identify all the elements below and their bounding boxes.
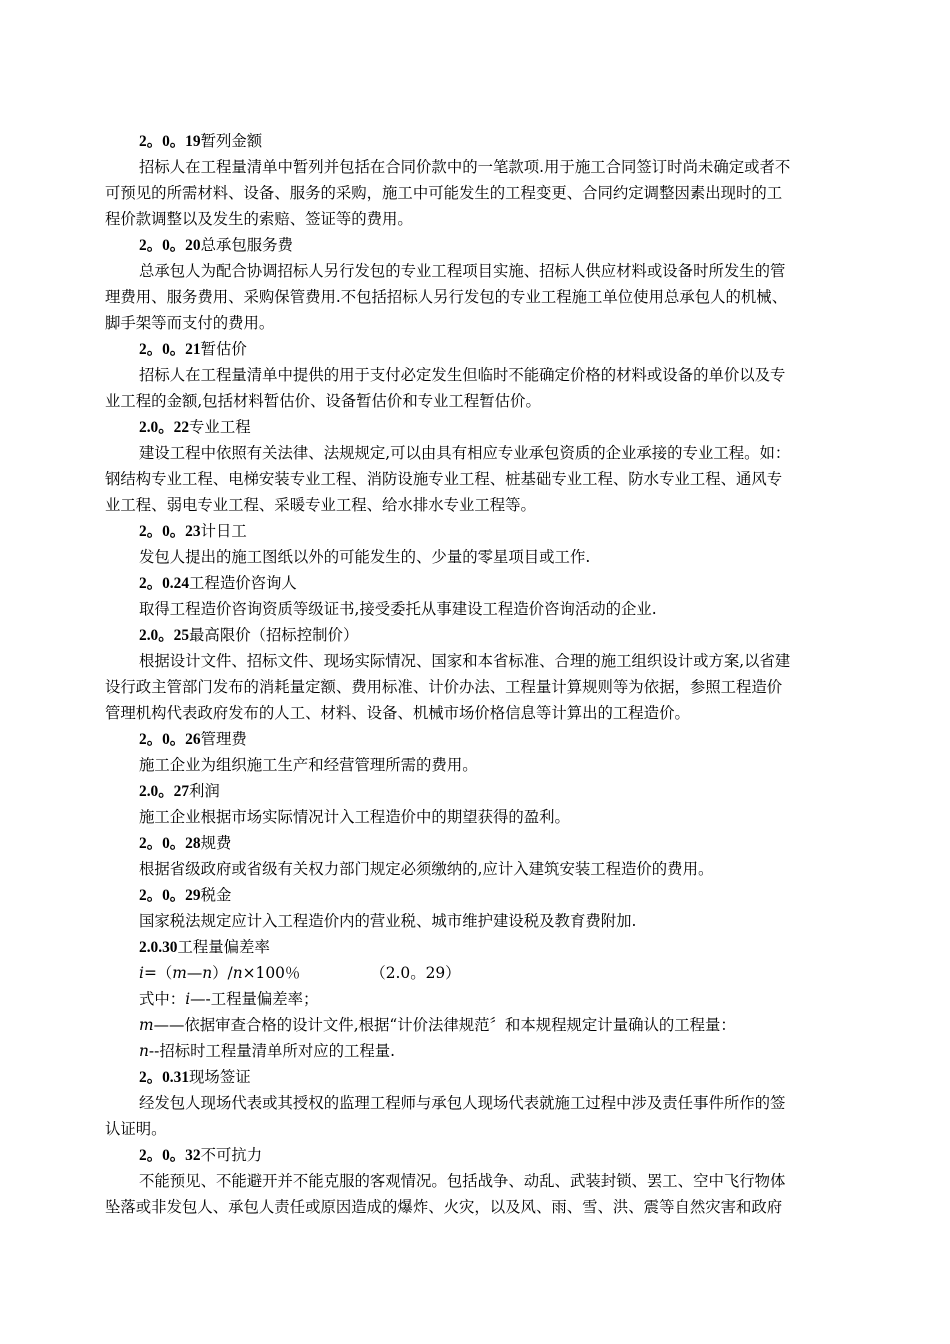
section-body	[105, 804, 847, 830]
section-body	[105, 154, 847, 232]
body-line: 管理机构代表政府发布的人工、材料、设备、机械市场价格信息等计算出的工程造价。	[105, 704, 690, 722]
section-heading: 2.0.30工程量偏差率	[139, 938, 270, 956]
section-body	[105, 544, 847, 570]
body-line: 钢结构专业工程、电梯安装专业工程、消防设施专业工程、桩基础专业工程、防水专业工程、通风专	[105, 470, 783, 488]
section-heading: 2.0。22专业工程	[139, 418, 251, 436]
body-line: 理费用、服务费用、采购保管费用.不包括招标人另行发包的专业工程施工单位使用总承包人的机械、	[105, 288, 788, 306]
body-line: 脚手架等而支付的费用。	[105, 314, 275, 332]
body-line: 设行政主管部门发布的消耗量定额、费用标准、计价办法、工程量计算规则等为依据，参照工程造价	[105, 678, 783, 696]
body-line: 业工程的金额,包括材料暂估价、设备暂估价和专业工程暂估价。	[105, 392, 541, 410]
section-heading: 2.0。27利润	[139, 782, 220, 800]
body-line: 认证明。	[105, 1120, 167, 1138]
section-heading: 2。0.24工程造价咨询人	[139, 574, 297, 592]
body-line: 总承包人为配合协调招标人另行发包的专业工程项目实施、招标人供应材料或设备时所发生的管	[139, 262, 786, 280]
body-line: 根据设计文件、招标文件、现场实际情况、国家和本省标准、合理的施工组织设计或方案,以省建	[139, 652, 791, 670]
section-heading: 2.0。25最高限价（招标控制价）	[139, 626, 359, 644]
body-line: 招标人在工程量清单中提供的用于支付必定发生但临时不能确定价格的材料或设备的单价以及专	[139, 366, 786, 384]
section-body	[105, 1090, 847, 1142]
body-line: 国家税法规定应计入工程造价内的营业税、城市维护建设税及教育费附加.	[139, 912, 637, 930]
where-line: 式中：i—-工程量偏差率；	[139, 990, 319, 1008]
body-line: 可预见的所需材料、设备、服务的采购，施工中可能发生的工程变更、合同约定调整因素出现时的工	[105, 184, 783, 202]
section-heading: 2。0。29税金	[139, 886, 232, 904]
section-body	[105, 648, 847, 726]
definition-n: n--招标时工程量清单所对应的工程量.	[139, 1042, 396, 1060]
body-line: 招标人在工程量清单中暂列并包括在合同价款中的一笔款项.用于施工合同签订时尚未确定或者不	[139, 158, 791, 176]
body-line: 发包人提出的施工图纸以外的可能发生的、少量的零星项目或工作.	[139, 548, 591, 566]
section-heading: 2。0。32不可抗力	[139, 1146, 263, 1164]
body-line: 业工程、弱电专业工程、采暖专业工程、给水排水专业工程等。	[105, 496, 536, 514]
body-line: 坠落或非发包人、承包人责任或原因造成的爆炸、火灾，以及风、雨、雪、洪、震等自然灾害和政府	[105, 1198, 783, 1216]
section-heading: 2。0.31现场签证	[139, 1068, 251, 1086]
equation-number: （2.0。29）	[370, 964, 461, 982]
body-line: 施工企业为组织施工生产和经营管理所需的费用。	[139, 756, 478, 774]
body-line: 程价款调整以及发生的索赔、签证等的费用。	[105, 210, 413, 228]
section-body	[105, 258, 847, 336]
section-body	[105, 440, 847, 518]
section-heading: 2。0。23计日工	[139, 522, 247, 540]
body-line: 不能预见、不能避开并不能克服的客观情况。包括战争、动乱、武装封锁、罢工、空中飞行物体	[139, 1172, 786, 1190]
section-heading: 2。0。21暂估价	[139, 340, 247, 358]
section-body	[105, 856, 847, 882]
section-heading: 2。0。20总承包服务费	[139, 236, 293, 254]
body-line: 根据省级政府或省级有关权力部门规定必须缴纳的,应计入建筑安装工程造价的费用。	[139, 860, 714, 878]
body-line: 取得工程造价咨询资质等级证书,接受委托从事建设工程造价咨询活动的企业.	[139, 600, 657, 618]
section-body	[105, 596, 847, 622]
definition-m: m——依据审查合格的设计文件,根据“计价法律规范〞和本规程规定计量确认的工程量：	[139, 1016, 736, 1034]
section-heading: 2。0。19暂列金额	[139, 132, 263, 150]
body-line: 施工企业根据市场实际情况计入工程造价中的期望获得的盈利。	[139, 808, 570, 826]
section-body	[105, 908, 847, 934]
document-page	[105, 128, 847, 1220]
body-line: 经发包人现场代表或其授权的监理工程师与承包人现场代表就施工过程中涉及责任事件所作的签	[139, 1094, 786, 1112]
section-body	[105, 752, 847, 778]
section-heading: 2。0。26管理费	[139, 730, 247, 748]
body-line: 建设工程中依照有关法律、法规规定,可以由具有相应专业承包资质的企业承接的专业工程。如：	[139, 444, 791, 462]
section-heading: 2。0。28规费	[139, 834, 232, 852]
section-body	[105, 1168, 847, 1220]
formula-line: i=（m—n）/n×100％ （2.0。29）	[105, 960, 847, 986]
section-body	[105, 362, 847, 414]
